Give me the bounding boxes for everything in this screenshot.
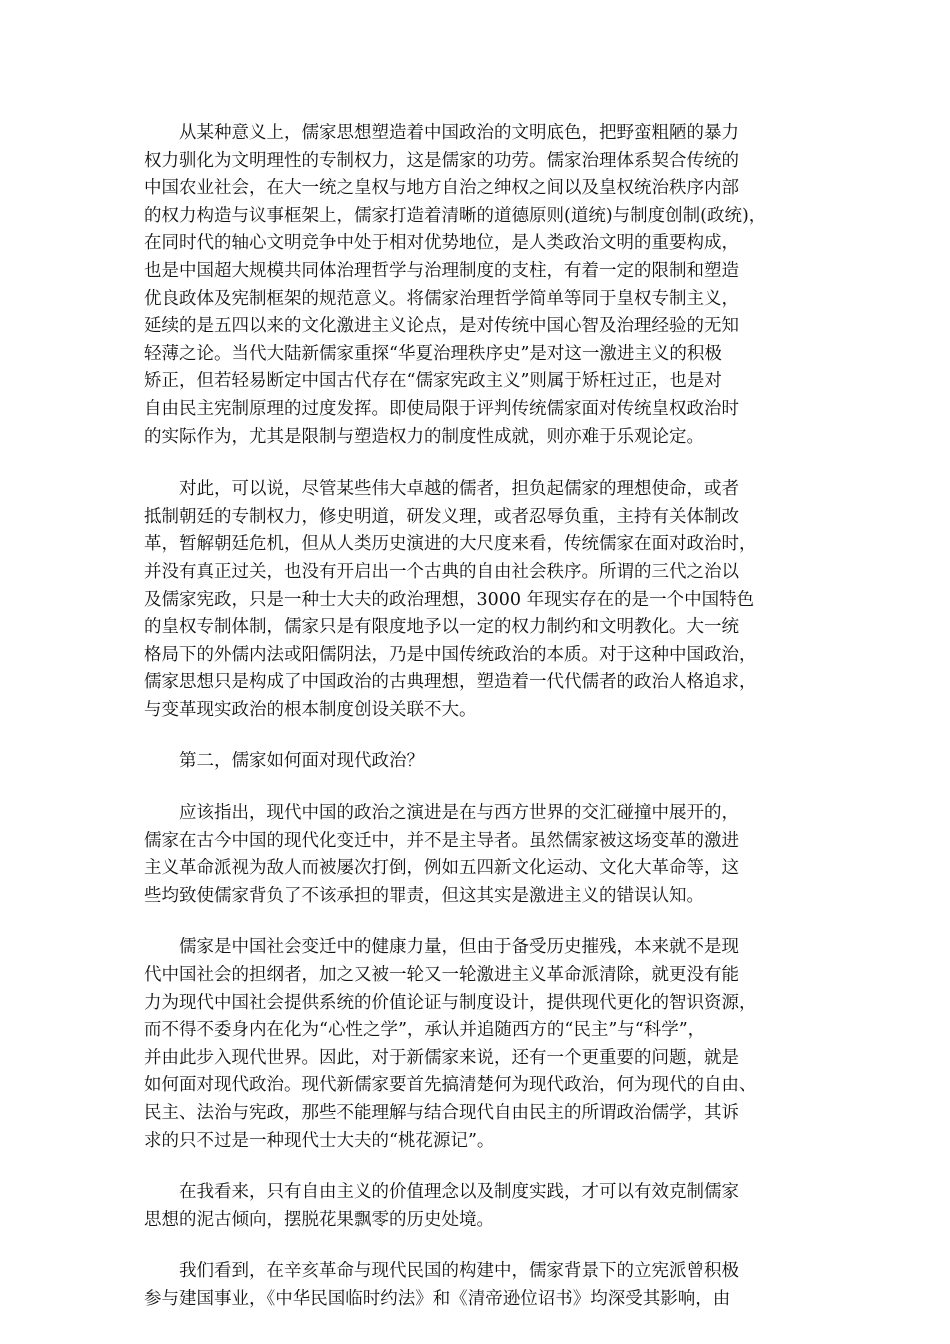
- text-line: 参与建国事业，《中华民国临时约法》和《清帝逊位诏书》均深受其影响，由: [144, 1288, 731, 1309]
- text-line: 应该指出，现代中国的政治之演进是在与西方世界的交汇碰撞中展开的，: [179, 803, 739, 824]
- paragraph-1: [144, 120, 806, 451]
- text-line: 主义革命派视为敌人而被屡次打倒，例如五四新文化运动、文化大革命等，这: [144, 858, 739, 879]
- paragraph-2: [144, 476, 806, 724]
- text-line: 及儒家宪政，只是一种士大夫的政治理想，3000 年现实存在的是一个中国特色: [144, 589, 755, 610]
- text-line: 第二，儒家如何面对现代政治？: [179, 751, 424, 772]
- section-heading: [144, 748, 806, 776]
- text-line: 也是中国超大规模共同体治理哲学与治理制度的支柱，有着一定的限制和塑造: [144, 260, 739, 281]
- text-line: 些均致使儒家背负了不该承担的罪责，但这其实是激进主义的错误认知。: [144, 885, 704, 906]
- document-page: [144, 120, 806, 1338]
- text-line: 抵制朝廷的专制权力，修史明道，研发义理，或者忍辱负重，主持有关体制改: [144, 506, 739, 527]
- text-line: 的权力构造与议事框架上，儒家打造着清晰的道德原则(道统)与制度创制(政统)，: [144, 205, 767, 226]
- text-line: 如何面对现代政治。现代新儒家要首先搞清楚何为现代政治，何为现代的自由、: [144, 1075, 757, 1096]
- text-line: 革，暂解朝廷危机，但从人类历史演进的大尺度来看，传统儒家在面对政治时，: [144, 534, 757, 555]
- paragraph-5: [144, 1179, 806, 1234]
- paragraph-6: [144, 1258, 806, 1313]
- text-line: 在我看来，只有自由主义的价值理念以及制度实践，才可以有效克制儒家: [179, 1182, 739, 1203]
- text-line: 的皇权专制体制，儒家只是有限度地予以一定的权力制约和文明教化。大一统: [144, 617, 739, 638]
- text-line: 权力驯化为文明理性的专制权力，这是儒家的功劳。儒家治理体系契合传统的: [144, 150, 739, 171]
- text-line: 力为现代中国社会提供系统的价值论证与制度设计，提供现代更化的智识资源，: [144, 992, 757, 1013]
- text-line: 在同时代的轴心文明竞争中处于相对优势地位，是人类政治文明的重要构成，: [144, 233, 739, 254]
- text-line: 儒家是中国社会变迁中的健康力量，但由于备受历史摧残，本来就不是现: [179, 937, 739, 958]
- text-line: 求的只不过是一种现代士大夫的“桃花源记”。: [144, 1130, 495, 1151]
- text-line: 矫正，但若轻易断定中国古代存在“儒家宪政主义”则属于矫枉过正，也是对: [144, 371, 722, 392]
- text-line: 儒家思想只是构成了中国政治的古典理想，塑造着一代代儒者的政治人格追求，: [144, 672, 757, 693]
- text-line: 而不得不委身内在化为“心性之学”，承认并追随西方的“民主”与“科学”，: [144, 1020, 706, 1041]
- text-line: 延续的是五四以来的文化激进主义论点，是对传统中国心智及治理经验的无知: [144, 316, 739, 337]
- text-line: 并没有真正过关，也没有开启出一个古典的自由社会秩序。所谓的三代之治以: [144, 561, 739, 582]
- text-line: 儒家在古今中国的现代化变迁中，并不是主导者。虽然儒家被这场变革的激进: [144, 830, 739, 851]
- text-line: 民主、法治与宪政，那些不能理解与结合现代自由民主的所谓政治儒学，其诉: [144, 1103, 739, 1123]
- text-line: 轻薄之论。当代大陆新儒家重探“华夏治理秩序史”是对这一激进主义的积极: [144, 343, 722, 364]
- text-line: 的实际作为，尤其是限制与塑造权力的制度性成就，则亦难于乐观论定。: [144, 426, 704, 447]
- text-line: 我们看到，在辛亥革命与现代民国的构建中，儒家背景下的立宪派曾积极: [179, 1261, 739, 1282]
- text-line: 从某种意义上，儒家思想塑造着中国政治的文明底色，把野蛮粗陋的暴力: [179, 123, 739, 143]
- text-line: 代中国社会的担纲者，加之又被一轮又一轮激进主义革命派清除，就更没有能: [144, 965, 739, 986]
- text-line: 中国农业社会，在大一统之皇权与地方自治之绅权之间以及皇权统治秩序内部: [144, 178, 739, 199]
- text-line: 自由民主宪制原理的过度发挥。即使局限于评判传统儒家面对传统皇权政治时: [144, 398, 739, 419]
- paragraph-4: [144, 934, 806, 1155]
- text-line: 优良政体及宪制框架的规范意义。将儒家治理哲学简单等同于皇权专制主义，: [144, 288, 739, 309]
- text-line: 与变革现实政治的根本制度创设关联不大。: [144, 699, 477, 720]
- text-line: 对此，可以说，尽管某些伟大卓越的儒者，担负起儒家的理想使命，或者: [179, 479, 739, 500]
- text-line: 并由此步入现代世界。因此，对于新儒家来说，还有一个更重要的问题，就是: [144, 1047, 739, 1068]
- paragraph-3: [144, 800, 806, 910]
- text-line: 思想的泥古倾向，摆脱花果飘零的历史处境。: [144, 1209, 494, 1230]
- text-line: 格局下的外儒内法或阳儒阴法，乃是中国传统政治的本质。对于这种中国政治，: [144, 644, 757, 665]
